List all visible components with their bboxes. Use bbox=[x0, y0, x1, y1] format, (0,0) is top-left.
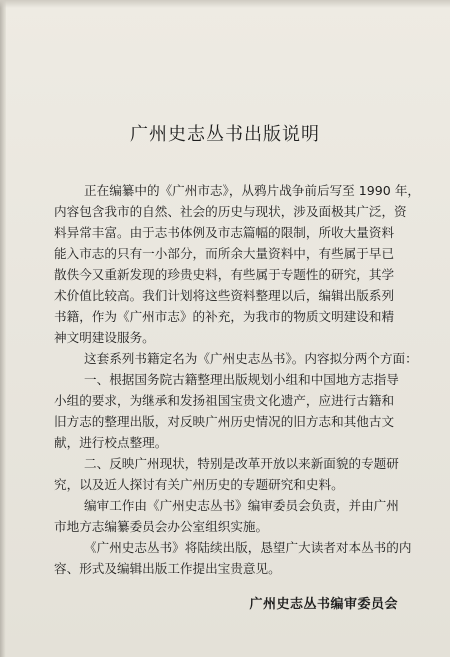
paragraph-line: 容、形式及编辑出版工作提出宝贵意见。 bbox=[54, 561, 281, 576]
paragraph-line: 市地方志编纂委员会办公室组织实施。 bbox=[54, 519, 269, 534]
signature: 广州史志丛书编审委员会 bbox=[249, 597, 398, 612]
paragraph-line: 这套系列书籍定名为《广州史志丛书》。内容拟分两个方面： bbox=[84, 351, 418, 366]
paragraph-line: 一、根据国务院古籍整理出版规划小组和中国地方志指导 bbox=[84, 372, 399, 387]
paragraph-line: 正在编纂中的《广州市志》，从鸦片战争前后写至 1990 年， bbox=[84, 183, 421, 198]
paragraph-line: 编审工作由《广州史志丛书》编审委员会负责，并由广州 bbox=[84, 498, 399, 513]
paragraph-line: 神文明建设服务。 bbox=[54, 330, 155, 345]
paragraph-line: 二、反映广州现状，特别是改革开放以来新面貌的专题研 bbox=[84, 456, 399, 471]
paragraph-line: 旧方志的整理出版，对反映广州历史情况的旧方志和其他古文 bbox=[54, 414, 395, 429]
paragraph-line: 献，进行校点整理。 bbox=[54, 435, 168, 450]
paragraph-line: 《广州史志丛书》将陆续出版，恳望广大读者对本丛书的内 bbox=[84, 540, 412, 555]
page-title: 广州史志丛书出版说明 bbox=[130, 124, 320, 145]
paragraph-line: 究，以及近人探讨有关广州历史的专题研究和史料。 bbox=[54, 477, 344, 492]
paragraph-line: 术价值比较高。我们计划将这些资料整理以后，编辑出版系列 bbox=[54, 288, 395, 303]
paragraph-line: 小组的要求，为继承和发扬祖国宝贵文化遗产，应进行古籍和 bbox=[54, 393, 395, 408]
paragraph-line: 散佚今又重新发现的珍贵史料，有些属于专题性的研究，其学 bbox=[54, 267, 395, 282]
paragraph-line: 能入市志的只有一小部分，而所余大量资料中，有些属于早已 bbox=[54, 246, 395, 261]
paragraph-line: 书籍，作为《广州市志》的补充，为我市的物质文明建设和精 bbox=[54, 309, 395, 324]
paragraph-line: 内容包含我市的自然、社会的历史与现状，涉及面极其广泛，资 bbox=[54, 204, 407, 219]
paragraph-line: 料异常丰富。由于志书体例及市志篇幅的限制，所收大量资料 bbox=[54, 225, 395, 240]
